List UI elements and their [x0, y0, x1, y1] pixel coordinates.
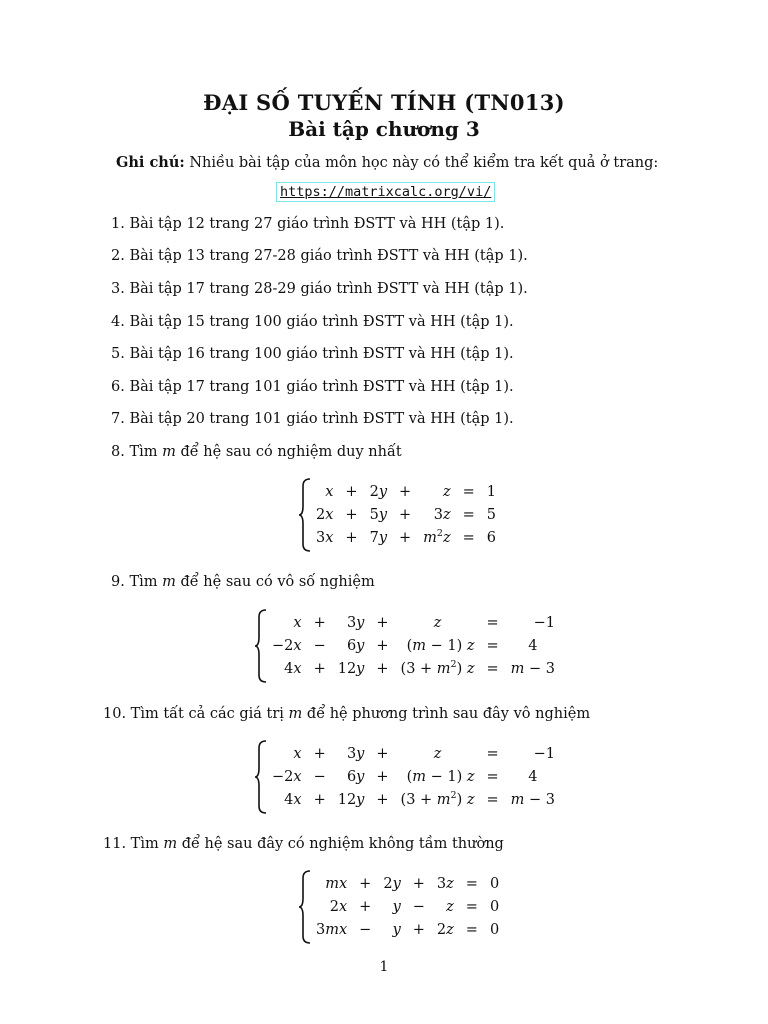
page-subtitle: Bài tập chương 3 [288, 117, 480, 141]
question-text-pre: Tìm tất cả các giá trị [130, 706, 284, 722]
list-item [111, 379, 514, 395]
item-number: 3. [111, 281, 125, 297]
math-var: m [162, 574, 176, 590]
item-number: 10. [103, 706, 127, 722]
item-text: Bài tập 17 trang 28-29 giáo trình ĐSTT và HH (tập 1). [129, 281, 528, 297]
list-item [111, 314, 514, 330]
list-item [111, 346, 514, 362]
item-number: 2. [111, 248, 125, 264]
item-text: Bài tập 20 trang 101 giáo trình ĐSTT và HH (tập 1). [129, 411, 514, 427]
equations-table: x + 2y + z = 1 2x + 5y + 3z = 5 3x + 7y + $m^2z$ = 6 [316, 484, 496, 546]
equations-table: x + 3y + z = −1 −2x − 6y + (m − 1) z = 4 4x + 12y + $(3 + m^2)$ z = m − 3 [272, 615, 555, 677]
item-text: Bài tập 17 trang 101 giáo trình ĐSTT và HH (tập 1). [129, 379, 514, 395]
math-var: m [288, 706, 303, 722]
list-item [111, 216, 504, 232]
question-text-pre: Tìm [130, 836, 159, 852]
item-number: 7. [111, 411, 125, 427]
item-number: 1. [111, 216, 125, 232]
item-text: Bài tập 15 trang 100 giáo trình ĐSTT và HH (tập 1). [129, 314, 514, 330]
note [116, 154, 658, 171]
equations-table: x + 3y + z = −1 −2x − 6y + (m − 1) z = 4 4x + 12y + $(3 + m^2)$ z = m − 3 [272, 746, 555, 808]
question-9 [111, 574, 375, 590]
item-number: 5. [111, 346, 125, 362]
page-title: ĐẠI SỐ TUYẾN TÍNH (TN013) [203, 90, 565, 115]
item-number: 8. [111, 444, 125, 460]
question-text-pre: Tìm [129, 444, 158, 460]
item-number: 4. [111, 314, 125, 330]
question-text-post: để hệ sau đây có nghiệm không tầm thường [181, 836, 504, 852]
question-text-post: để hệ phương trình sau đây vô nghiệm [306, 706, 591, 722]
item-number: 6. [111, 379, 125, 395]
list-item [111, 248, 528, 264]
question-text-post: để hệ sau có vô số nghiệm [180, 574, 375, 590]
item-number: 11. [103, 836, 127, 852]
item-text: Bài tập 12 trang 27 giáo trình ĐSTT và HH (tập 1). [129, 216, 505, 232]
list-item [111, 411, 514, 427]
matrixcalc-link[interactable]: https://matrixcalc.org/vi/ [276, 182, 495, 202]
math-var: m [162, 444, 176, 460]
note-text: Nhiều bài tập của môn học này có thể kiểm tra kết quả ở trang: [189, 155, 659, 171]
item-text: Bài tập 16 trang 100 giáo trình ĐSTT và HH (tập 1). [129, 346, 514, 362]
note-label: Ghi chú: [116, 154, 185, 171]
equations-table: mx + 2y + 3z = 0 2x + y − z = 0 3mx − y + 2z = 0 [316, 876, 500, 938]
question-8 [111, 444, 402, 460]
question-11 [103, 836, 504, 852]
item-text: Bài tập 13 trang 27-28 giáo trình ĐSTT và HH (tập 1). [129, 248, 528, 264]
question-10 [103, 706, 590, 722]
item-number: 9. [111, 574, 125, 590]
page-number: 1 [379, 959, 389, 975]
question-text-post: để hệ sau có nghiệm duy nhất [180, 444, 402, 460]
question-text-pre: Tìm [129, 574, 158, 590]
math-var: m [163, 836, 178, 852]
list-item [111, 281, 528, 297]
